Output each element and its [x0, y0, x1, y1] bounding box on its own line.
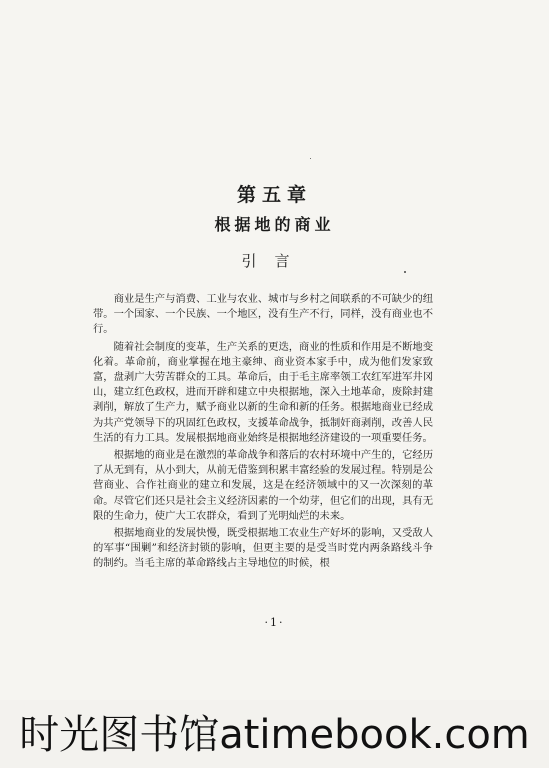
- body-text: [93, 292, 433, 574]
- paragraph: 根据地商业的发展快慢，既受根据地工农业生产好坏的影响，又受敌人的军事“围剿”和经济封锁的影响，但更主要的是受当时党内两条路线斗争的制约。当毛主席的革命路线占主导地位的时候，根: [93, 527, 433, 570]
- paragraph: 商业是生产与消费、工业与农业、城市与乡村之间联系的不可缺少的纽带。一个国家、一个民族、一个地区，没有生产不行，同样，没有商业也不行。: [93, 293, 433, 336]
- chapter-title: 根据地的商业: [214, 215, 335, 234]
- chapter-heading: 第五章: [236, 184, 312, 206]
- paragraph: 根据地的商业是在激烈的革命战争和落后的农村环境中产生的，它经历了从无到有，从小到大，从前无借鉴到积累丰富经验的发展过程。特别是公营商业、合作社商业的建立和发展，这是在经济领域中的又一次深刻的革命。尽管它们还只是社会主义经济因素的一个幼芽，但它们的出现，具有无限的生命力，使广大工农群众，看到了光明灿烂的未来。: [93, 449, 433, 522]
- paragraph: 随着社会制度的变革，生产关系的更迭，商业的性质和作用是不断地变化着。革命前，商业掌握在地主豪绅、商业资本家手中，成为他们发家致富，盘剥广大劳苦群众的工具。革命后，由于毛主席率领工农红军进军井冈山，建立红色政权，进而开辟和建立中央根据地，深入土地革命，废除封建剥削，解放了生产力，赋予商业以新的生命和新的任务。根据地商业已经成为共产党领导下的巩固红色政权，支援革命战争，抵制奸商剥削，改善人民生活的有力工具。发展根据地商业始终是根据地经济建设的一项重要任务。: [93, 340, 433, 444]
- print-speck: [310, 158, 311, 159]
- page-number: ·1·: [264, 616, 285, 629]
- section-heading: 引言: [241, 252, 308, 270]
- watermark-text: 时光图书馆atimebook.com: [19, 712, 530, 758]
- print-speck: [404, 271, 406, 273]
